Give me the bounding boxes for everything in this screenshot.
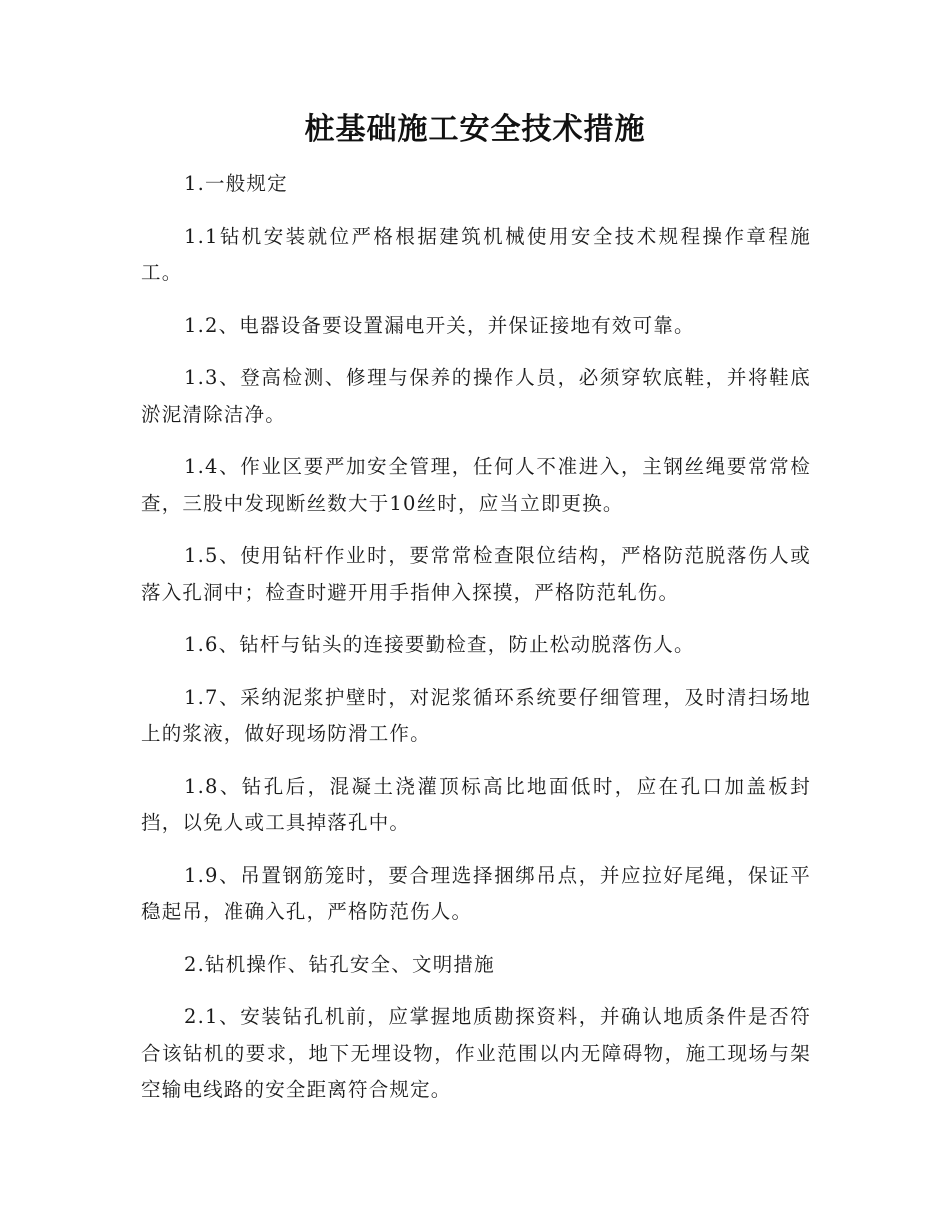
section-heading: 2.钻机操作、钻孔安全、文明措施 <box>184 952 495 976</box>
paragraph: 1.4、作业区要严加安全管理，任何人不准进入，主钢丝绳要常常检查，三股中发现断丝数大于10丝时，应当立即更换。 <box>141 455 811 515</box>
document-body <box>141 166 811 1125</box>
paragraph: 1.6、钻杆与钻头的连接要勤检查，防止松动脱落伤人。 <box>184 633 695 656</box>
document-title: 桩基础施工安全技术措施 <box>304 112 646 147</box>
paragraph: 2.1、安装钻孔机前，应掌握地质勘探资料，并确认地质条件是否符合该钻机的要求，地下无埋设物，作业范围以内无障碍物，施工现场与架空输电线路的安全距离符合规定。 <box>141 1005 811 1101</box>
paragraph: 1.2、电器设备要设置漏电开关，并保证接地有效可靠。 <box>184 313 695 337</box>
paragraph: 1.7、采纳泥浆护壁时，对泥浆循环系统要仔细管理，及时清扫场地上的浆液，做好现场防滑工作。 <box>141 685 811 745</box>
paragraph: 1.9、吊置钢筋笼时，要合理选择捆绑吊点，并应拉好尾绳，保证平稳起吊，准确入孔，严格防范伤人。 <box>141 863 811 923</box>
paragraph: 1.1钻机安装就位严格根据建筑机械使用安全技术规程操作章程施工。 <box>141 224 811 284</box>
paragraph: 1.3、登高检测、修理与保养的操作人员，必须穿软底鞋，并将鞋底淤泥清除洁净。 <box>141 366 811 426</box>
section-heading: 1.一般规定 <box>184 172 288 195</box>
paragraph: 1.5、使用钻杆作业时，要常常检查限位结构，严格防范脱落伤人或落入孔洞中；检查时避开用手指伸入探摸，严格防范轧伤。 <box>141 544 811 604</box>
paragraph: 1.8、钻孔后，混凝土浇灌顶标高比地面低时，应在孔口加盖板封挡，以免人或工具掉落孔中。 <box>141 774 811 834</box>
